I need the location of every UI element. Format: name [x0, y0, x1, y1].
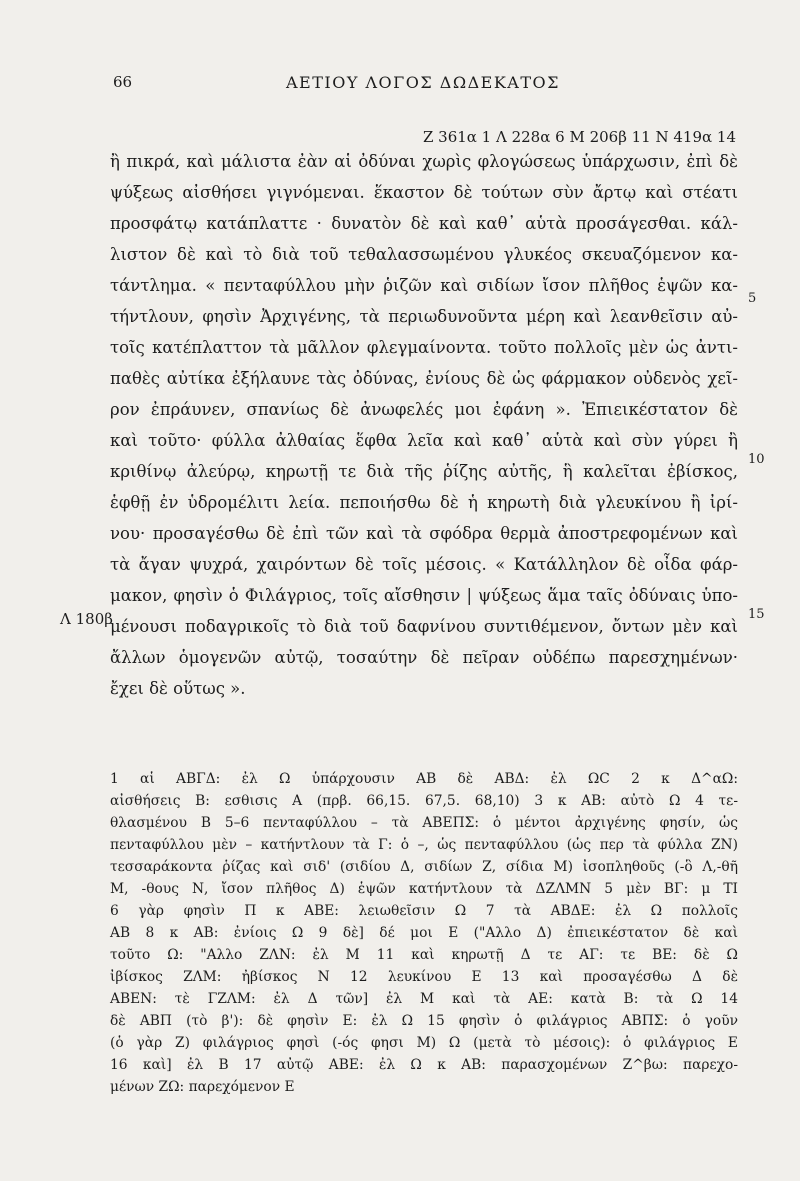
line-number: 10 — [748, 452, 765, 467]
text-line: προσφάτῳ κατάπλαττε · δυνατὸν δὲ καὶ καθ᾽ αὑτὰ προσάγεσθαι. κάλ- — [110, 214, 738, 233]
apparatus-line: 16 καὶ] ἐλ Β 17 αὐτῷ ΑΒΕ: ἐλ Ω κ ΑΒ: παρασχομένων Ζ^βω: παρεχο- — [110, 1057, 738, 1073]
text-line: καὶ τοῦτο· φύλλα ἀλθαίας ἕφθα λεῖα καὶ καθ᾽ αὑτὰ καὶ σὺν γύρει ἢ — [110, 431, 738, 450]
apparatus-line: δὲ ΑΒΠ (τὸ β'): δὲ φησὶν Ε: ἐλ Ω 15 φησὶν ὁ φιλάγριος ΑΒΠΣ: ὁ γοῦν — [110, 1013, 738, 1029]
apparatus-line: ΑΒΕΝ: τὲ ΓΖΛΜ: ἐλ Δ τῶν] ἐλ Μ καὶ τὰ ΑΕ: κατὰ Β: τὰ Ω 14 — [110, 991, 738, 1007]
text-line: τήντλουν, φησὶν Ἀρχιγένης, τὰ περιωδυνοῦντα μέρη καὶ λεανθεῖσιν αὐ- — [110, 307, 738, 326]
apparatus-line: τεσσαράκοντα ῥίζας καὶ σιδ' (σιδίου Δ, σιδίων Ζ, σίδια Μ) ἰσοπληθοῦς (-ὃ Λ,-θῆ — [110, 859, 738, 875]
margin-manuscript-ref: Λ 180β — [60, 610, 113, 628]
apparatus-line: 1 αἱ ΑΒΓΔ: ἐλ Ω ὑπάρχουσιν ΑΒ δὲ ΑΒΔ: ἐλ ΩC 2 κ Δ^αΩ: — [110, 771, 738, 787]
text-line: ἢ πικρά, καὶ μάλιστα ἐὰν αἱ ὀδύναι χωρὶς φλογώσεως ὑπάρχωσιν, ἐπὶ δὲ — [110, 152, 738, 171]
text-line: νου· προσαγέσθω δὲ ἐπὶ τῶν καὶ τὰ σφόδρα θερμὰ ἀποστρεφομένων καὶ — [110, 524, 738, 543]
text-line: ἑφθῇ ἐν ὑδρομέλιτι λεία. πεποιήσθω δὲ ἡ κηρωτὴ διὰ γλευκίνου ἢ ἰρί- — [110, 493, 738, 512]
apparatus-line: (ὁ γὰρ Ζ) φιλάγριος φησὶ (-ός φησι Μ) Ω (μετὰ τὸ μέσοις): ὁ φιλάγριος Ε — [110, 1035, 738, 1051]
apparatus-line: μένων ΖΩ: παρεχόμενον Ε — [110, 1079, 295, 1095]
page-number: 66 — [113, 73, 133, 91]
text-line: κριθίνῳ ἀλεύρῳ, κηρωτῇ τε διὰ τῆς ῥίζης αὐτῆς, ἣ καλεῖται ἐβίσκος, — [110, 462, 738, 481]
apparatus-line: ἰβίσκος ΖΛΜ: ἠβίσκος Ν 12 λευκίνου Ε 13 καὶ προσαγέσθω Δ δὲ — [110, 969, 738, 985]
text-line: μένουσι ποδαγρικοῖς τὸ διὰ τοῦ δαφνίνου συντιθέμενον, ὄντων μὲν καὶ — [110, 617, 738, 636]
manuscript-references: Ζ 361α 1 Λ 228α 6 Μ 206β 11 Ν 419α 14 — [422, 128, 736, 146]
apparatus-line: θλασμένου Β 5–6 πενταφύλλου – τὰ ΑΒΕΠΣ: ὁ μέντοι ἀρχιγένης φησίν, ὡς — [110, 815, 738, 831]
text-line: τὰ ἄγαν ψυχρά, χαιρόντων δὲ τοῖς μέσοις. « Κατάλληλον δὲ οἶδα φάρ- — [110, 555, 738, 574]
text-line: ρον ἐπράυνεν, σπανίως δὲ ἀνωφελές μοι ἐφάνη ». Ἐπιεικέστατον δὲ — [110, 400, 738, 419]
apparatus-line: τοῦτο Ω: "Αλλο ΖΛΝ: ἐλ Μ 11 καὶ κηρωτῇ Δ τε ΑΓ: τε ΒΕ: δὲ Ω — [110, 947, 738, 963]
text-line: ψύξεως αἰσθήσει γιγνόμεναι. ἕκαστον δὲ τούτων σὺν ἄρτῳ καὶ στέατι — [110, 183, 738, 202]
apparatus-line: 6 γὰρ φησὶν Π κ ΑΒΕ: λειωθεῖσιν Ω 7 τὰ ΑΒΔΕ: ἐλ Ω πολλοῖς — [110, 903, 738, 919]
text-line: λιστον δὲ καὶ τὸ διὰ τοῦ τεθαλασσωμένου γλυκέος σκευαζόμενον κα- — [110, 245, 738, 264]
text-line: ἄλλων ὁμογενῶν αὐτῷ, τοσαύτην δὲ πεῖραν οὐδέπω παρεσχημένων· — [110, 648, 738, 667]
apparatus-line: αἰσθήσεις Β: εσθισις Α (πρβ. 66,15. 67,5. 68,10) 3 κ ΑΒ: αὐτὸ Ω 4 τε- — [110, 793, 738, 809]
text-line: ἔχει δὲ οὕτως ». — [110, 679, 246, 698]
line-number: 5 — [748, 291, 757, 306]
apparatus-line: Μ, -θους Ν, ἴσον πλῆθος Δ) ἑψῶν κατήντλουν τὰ ΔΖΛΜΝ 5 μὲν ΒΓ: μ ΤΙ — [110, 881, 738, 897]
text-line: τάντλημα. « πενταφύλλου μὴν ῥιζῶν καὶ σιδίων ἴσον πλῆθος ἑψῶν κα- — [110, 276, 738, 295]
apparatus-line: ΑΒ 8 κ ΑΒ: ἐνίοις Ω 9 δὲ] δέ μοι Ε ("Αλλο Δ) ἐπιεικέστατον δὲ καὶ — [110, 925, 738, 941]
apparatus-line: πενταφύλλου μὲν – κατήντλουν τὰ Γ: ὁ –, ὡς πενταφύλλου (ὡς περ τὰ φύλλα ΖΝ) — [110, 837, 738, 853]
running-head: ΑΕΤΙΟΥ ΛΟΓΟΣ ΔΩΔΕΚΑΤΟΣ — [286, 73, 560, 92]
text-line: παθὲς αὐτίκα ἐξήλαυνε τὰς ὀδύνας, ἐνίους δὲ ὡς φάρμακον οὐδενὸς χεῖ- — [110, 369, 738, 388]
line-number: 15 — [748, 607, 765, 622]
text-line: τοῖς κατέπλαττον τὰ μᾶλλον φλεγμαίνοντα. τοῦτο πολλοῖς μὲν ὡς ἀντι- — [110, 338, 738, 357]
text-line: μακον, φησὶν ὁ Φιλάγριος, τοῖς αἴσθησιν | ψύξεως ἅμα ταῖς ὀδύναις ὑπο- — [110, 586, 738, 605]
